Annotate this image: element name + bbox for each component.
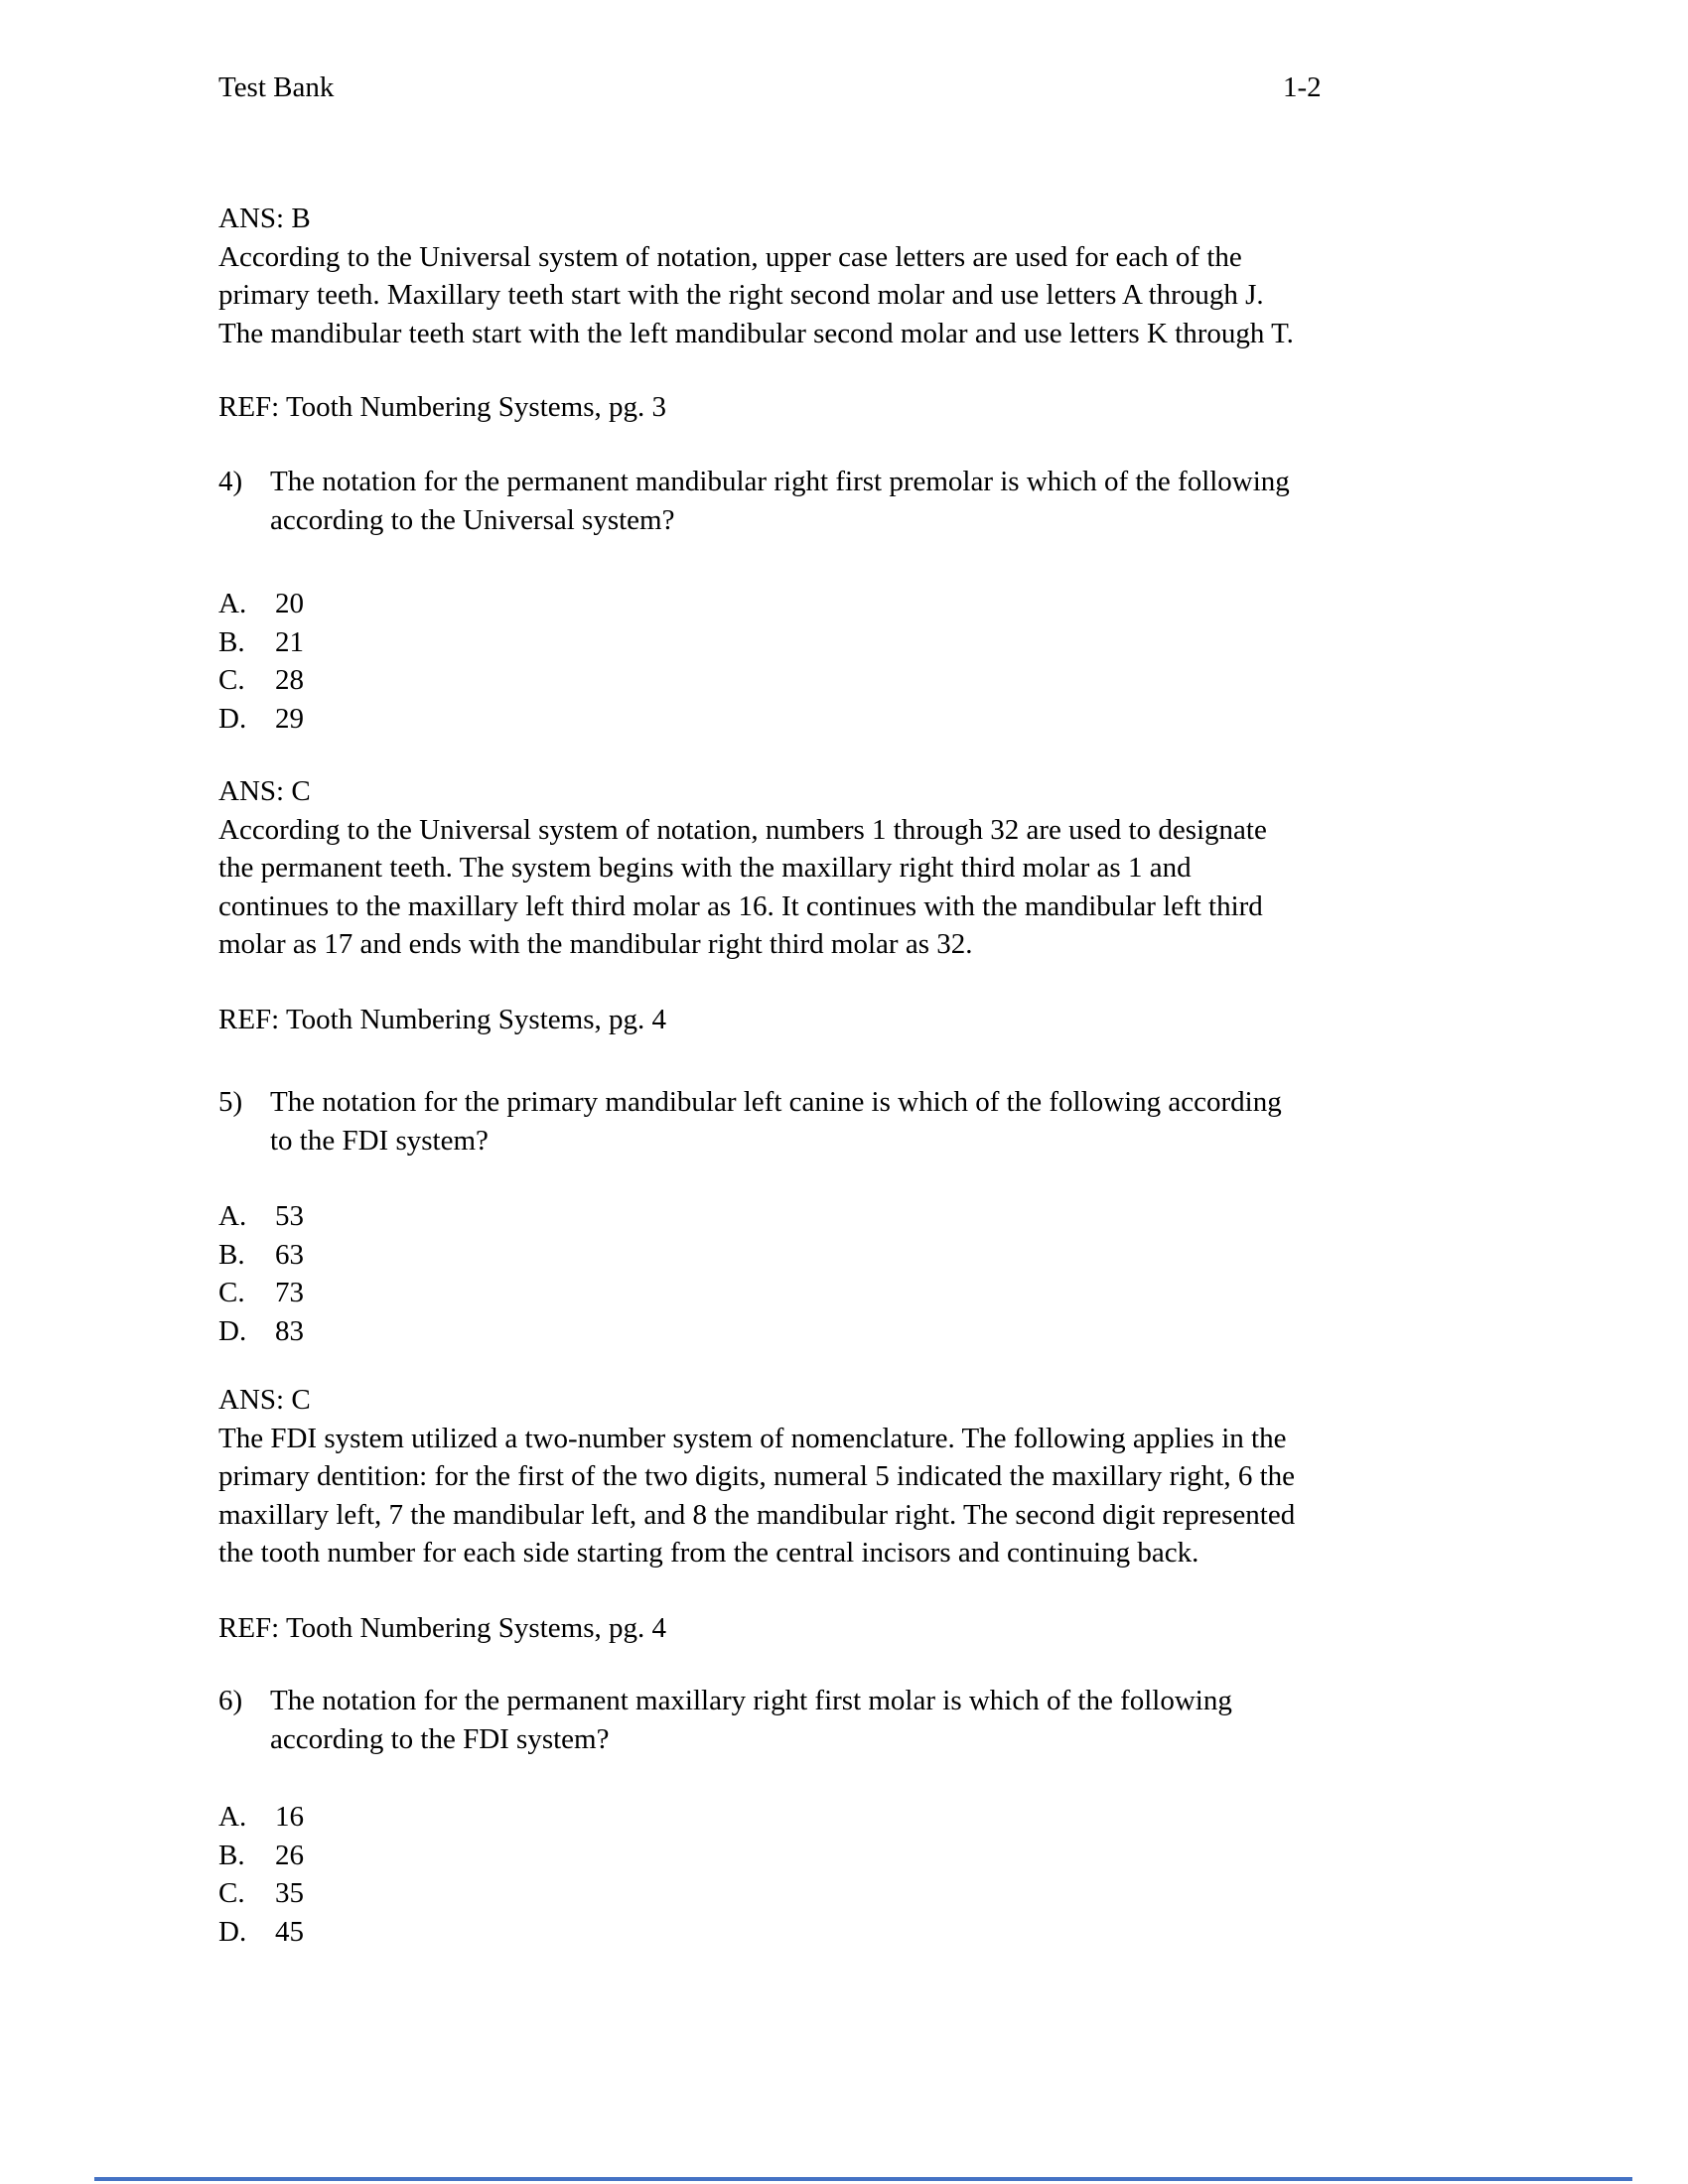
option-row bbox=[218, 1197, 304, 1236]
option-letter: C. bbox=[218, 1277, 245, 1308]
question-text-line bbox=[218, 1682, 1232, 1720]
option-row bbox=[218, 623, 304, 662]
answer-block bbox=[218, 200, 1294, 352]
answer-block bbox=[218, 1381, 1295, 1572]
answer-text-line: The mandibular teeth start with the left mandibular second molar and use letters K through T. bbox=[218, 317, 1294, 349]
options-block bbox=[218, 585, 304, 738]
option-letter: B. bbox=[218, 625, 245, 658]
option-letter: B. bbox=[218, 1238, 245, 1271]
option-value: 26 bbox=[275, 1839, 304, 1871]
reference-block bbox=[218, 1609, 666, 1648]
option-row bbox=[218, 1236, 304, 1275]
option-row bbox=[218, 585, 304, 623]
option-letter: D. bbox=[218, 702, 247, 735]
option-value: 83 bbox=[275, 1314, 304, 1347]
question-text: The notation for the permanent mandibular right first premolar is which of the following bbox=[270, 466, 1290, 497]
page-number: 1-2 bbox=[1283, 71, 1322, 103]
option-value: 20 bbox=[275, 588, 304, 619]
option-row bbox=[218, 1312, 304, 1351]
option-value: 53 bbox=[275, 1200, 304, 1232]
question-text: The notation for the primary mandibular left canine is which of the following according bbox=[270, 1086, 1282, 1118]
options-block bbox=[218, 1798, 304, 1951]
option-row bbox=[218, 1274, 304, 1312]
answer-text-line: molar as 17 and ends with the mandibular right third molar as 32. bbox=[218, 928, 973, 960]
option-letter: B. bbox=[218, 1839, 245, 1871]
option-row bbox=[218, 661, 304, 700]
question-number: 5) bbox=[218, 1086, 243, 1118]
option-letter: C. bbox=[218, 664, 245, 696]
option-letter: D. bbox=[218, 1314, 247, 1347]
option-row bbox=[218, 1837, 304, 1875]
option-letter: A. bbox=[218, 1801, 247, 1833]
option-value: 28 bbox=[275, 664, 304, 696]
question-text-line: to the FDI system? bbox=[270, 1124, 489, 1157]
option-letter: A. bbox=[218, 1200, 247, 1232]
reference-block bbox=[218, 1001, 666, 1039]
question-number: 6) bbox=[218, 1685, 243, 1716]
question-text: The notation for the permanent maxillary right first molar is which of the following bbox=[270, 1685, 1232, 1716]
option-value: 63 bbox=[275, 1238, 304, 1271]
answer-text-line: The FDI system utilized a two-number system of nomenclature. The following applies in the bbox=[218, 1422, 1287, 1454]
question-block bbox=[218, 1083, 1282, 1160]
question-block bbox=[218, 463, 1290, 539]
option-value: 73 bbox=[275, 1277, 304, 1308]
option-row bbox=[218, 1798, 304, 1837]
answer-text-line: continues to the maxillary left third molar as 16. It continues with the mandibular left third bbox=[218, 889, 1263, 922]
reference-line: REF: Tooth Numbering Systems, pg. 3 bbox=[218, 391, 666, 423]
answer-text-line: According to the Universal system of notation, upper case letters are used for each of the bbox=[218, 240, 1242, 273]
option-value: 29 bbox=[275, 702, 304, 735]
option-value: 21 bbox=[275, 625, 304, 658]
answer-text-line: primary teeth. Maxillary teeth start with the right second molar and use letters A through J. bbox=[218, 279, 1264, 311]
answer-text-line: maxillary left, 7 the mandibular left, and 8 the mandibular right. The second digit represented bbox=[218, 1498, 1296, 1531]
answer-text-line: According to the Universal system of notation, numbers 1 through 32 are used to designate bbox=[218, 813, 1267, 846]
answer-text-line: the permanent teeth. The system begins with the maxillary right third molar as 1 and bbox=[218, 852, 1192, 884]
question-text-line: according to the FDI system? bbox=[270, 1722, 610, 1755]
question-text-line bbox=[218, 463, 1290, 501]
option-row bbox=[218, 1874, 304, 1913]
question-number: 4) bbox=[218, 466, 243, 497]
answer-text-line: primary dentition: for the first of the two digits, numeral 5 indicated the maxillary right, 6 the bbox=[218, 1460, 1296, 1492]
option-value: 16 bbox=[275, 1801, 304, 1833]
option-value: 35 bbox=[275, 1877, 304, 1909]
question-block bbox=[218, 1682, 1232, 1758]
option-letter: C. bbox=[218, 1877, 245, 1909]
options-block bbox=[218, 1197, 304, 1350]
option-row bbox=[218, 700, 304, 739]
question-text-line bbox=[218, 1083, 1282, 1122]
option-row bbox=[218, 1913, 304, 1952]
option-value: 45 bbox=[275, 1915, 304, 1948]
reference-line: REF: Tooth Numbering Systems, pg. 4 bbox=[218, 1004, 666, 1035]
page-header bbox=[218, 68, 1688, 107]
bottom-border-line bbox=[94, 2177, 1632, 2181]
header-title: Test Bank bbox=[218, 71, 335, 103]
reference-line: REF: Tooth Numbering Systems, pg. 4 bbox=[218, 1612, 666, 1644]
answer-text-line: the tooth number for each side starting from the central incisors and continuing back. bbox=[218, 1537, 1199, 1569]
answer-label: ANS: B bbox=[218, 203, 311, 234]
answer-label: ANS: C bbox=[218, 1384, 311, 1416]
answer-label: ANS: C bbox=[218, 775, 311, 807]
option-letter: A. bbox=[218, 588, 247, 619]
answer-block bbox=[218, 772, 1267, 964]
question-text-line: according to the Universal system? bbox=[270, 503, 675, 536]
reference-block bbox=[218, 388, 666, 427]
option-letter: D. bbox=[218, 1915, 247, 1948]
